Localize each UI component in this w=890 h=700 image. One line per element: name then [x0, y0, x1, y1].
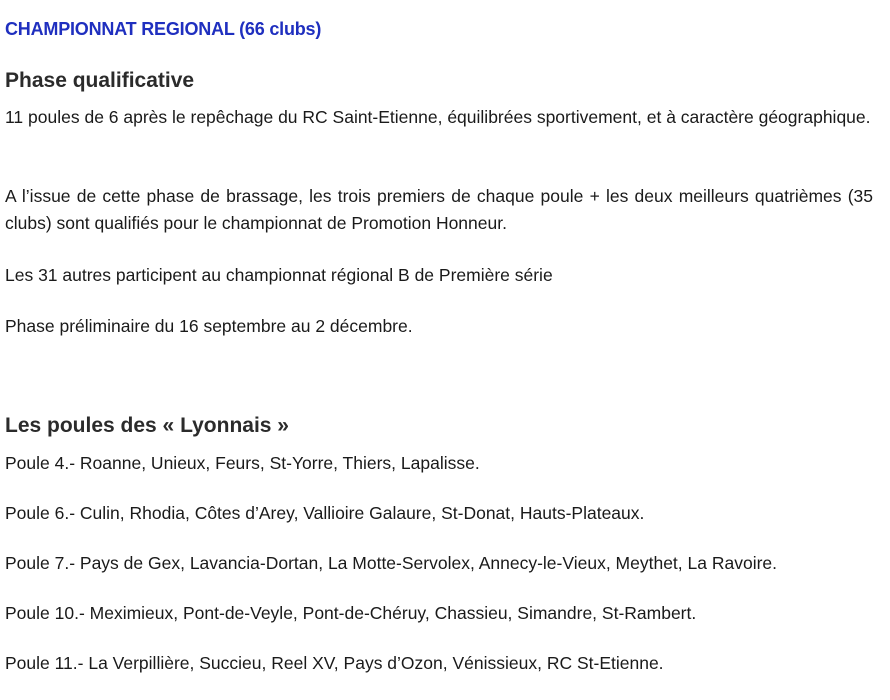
paragraph-autres-clubs: Les 31 autres participent au championnat régional B de Première série [5, 265, 553, 285]
poule-4-line: Poule 4.- Roanne, Unieux, Feurs, St-Yorre, Thiers, Lapalisse. [5, 453, 480, 473]
paragraph-poules: 11 poules de 6 après le repêchage du RC Saint-Etienne, équilibrées sportivement, et à caractère géographique. [5, 107, 871, 127]
poule-10-line: Poule 10.- Meximieux, Pont-de-Veyle, Pont-de-Chéruy, Chassieu, Simandre, St-Rambert. [5, 603, 697, 623]
section-heading-poules-lyonnais: Les poules des « Lyonnais » [5, 414, 289, 437]
document-title: CHAMPIONNAT REGIONAL (66 clubs) [5, 19, 322, 39]
poule-6-line: Poule 6.- Culin, Rhodia, Côtes d’Arey, Vallioire Galaure, St-Donat, Hauts-Plateaux. [5, 503, 645, 523]
section-heading-phase-qualificative: Phase qualificative [5, 69, 195, 92]
poule-7-line: Poule 7.- Pays de Gex, Lavancia-Dortan, La Motte-Servolex, Annecy-le-Vieux, Meythet, La Ravoire. [5, 553, 778, 573]
paragraph-brassage: A l’issue de cette phase de brassage, les trois premiers de chaque poule + les deux meilleurs quatrièmes (35 clubs) sont qualifiés pour le championnat de Promotion Honneur. [5, 186, 873, 233]
poule-11-line: Poule 11.- La Verpillière, Succieu, Reel XV, Pays d’Ozon, Vénissieux, RC St-Etienne. [5, 653, 664, 673]
paragraph-phase-preliminaire: Phase préliminaire du 16 septembre au 2 décembre. [5, 316, 413, 336]
